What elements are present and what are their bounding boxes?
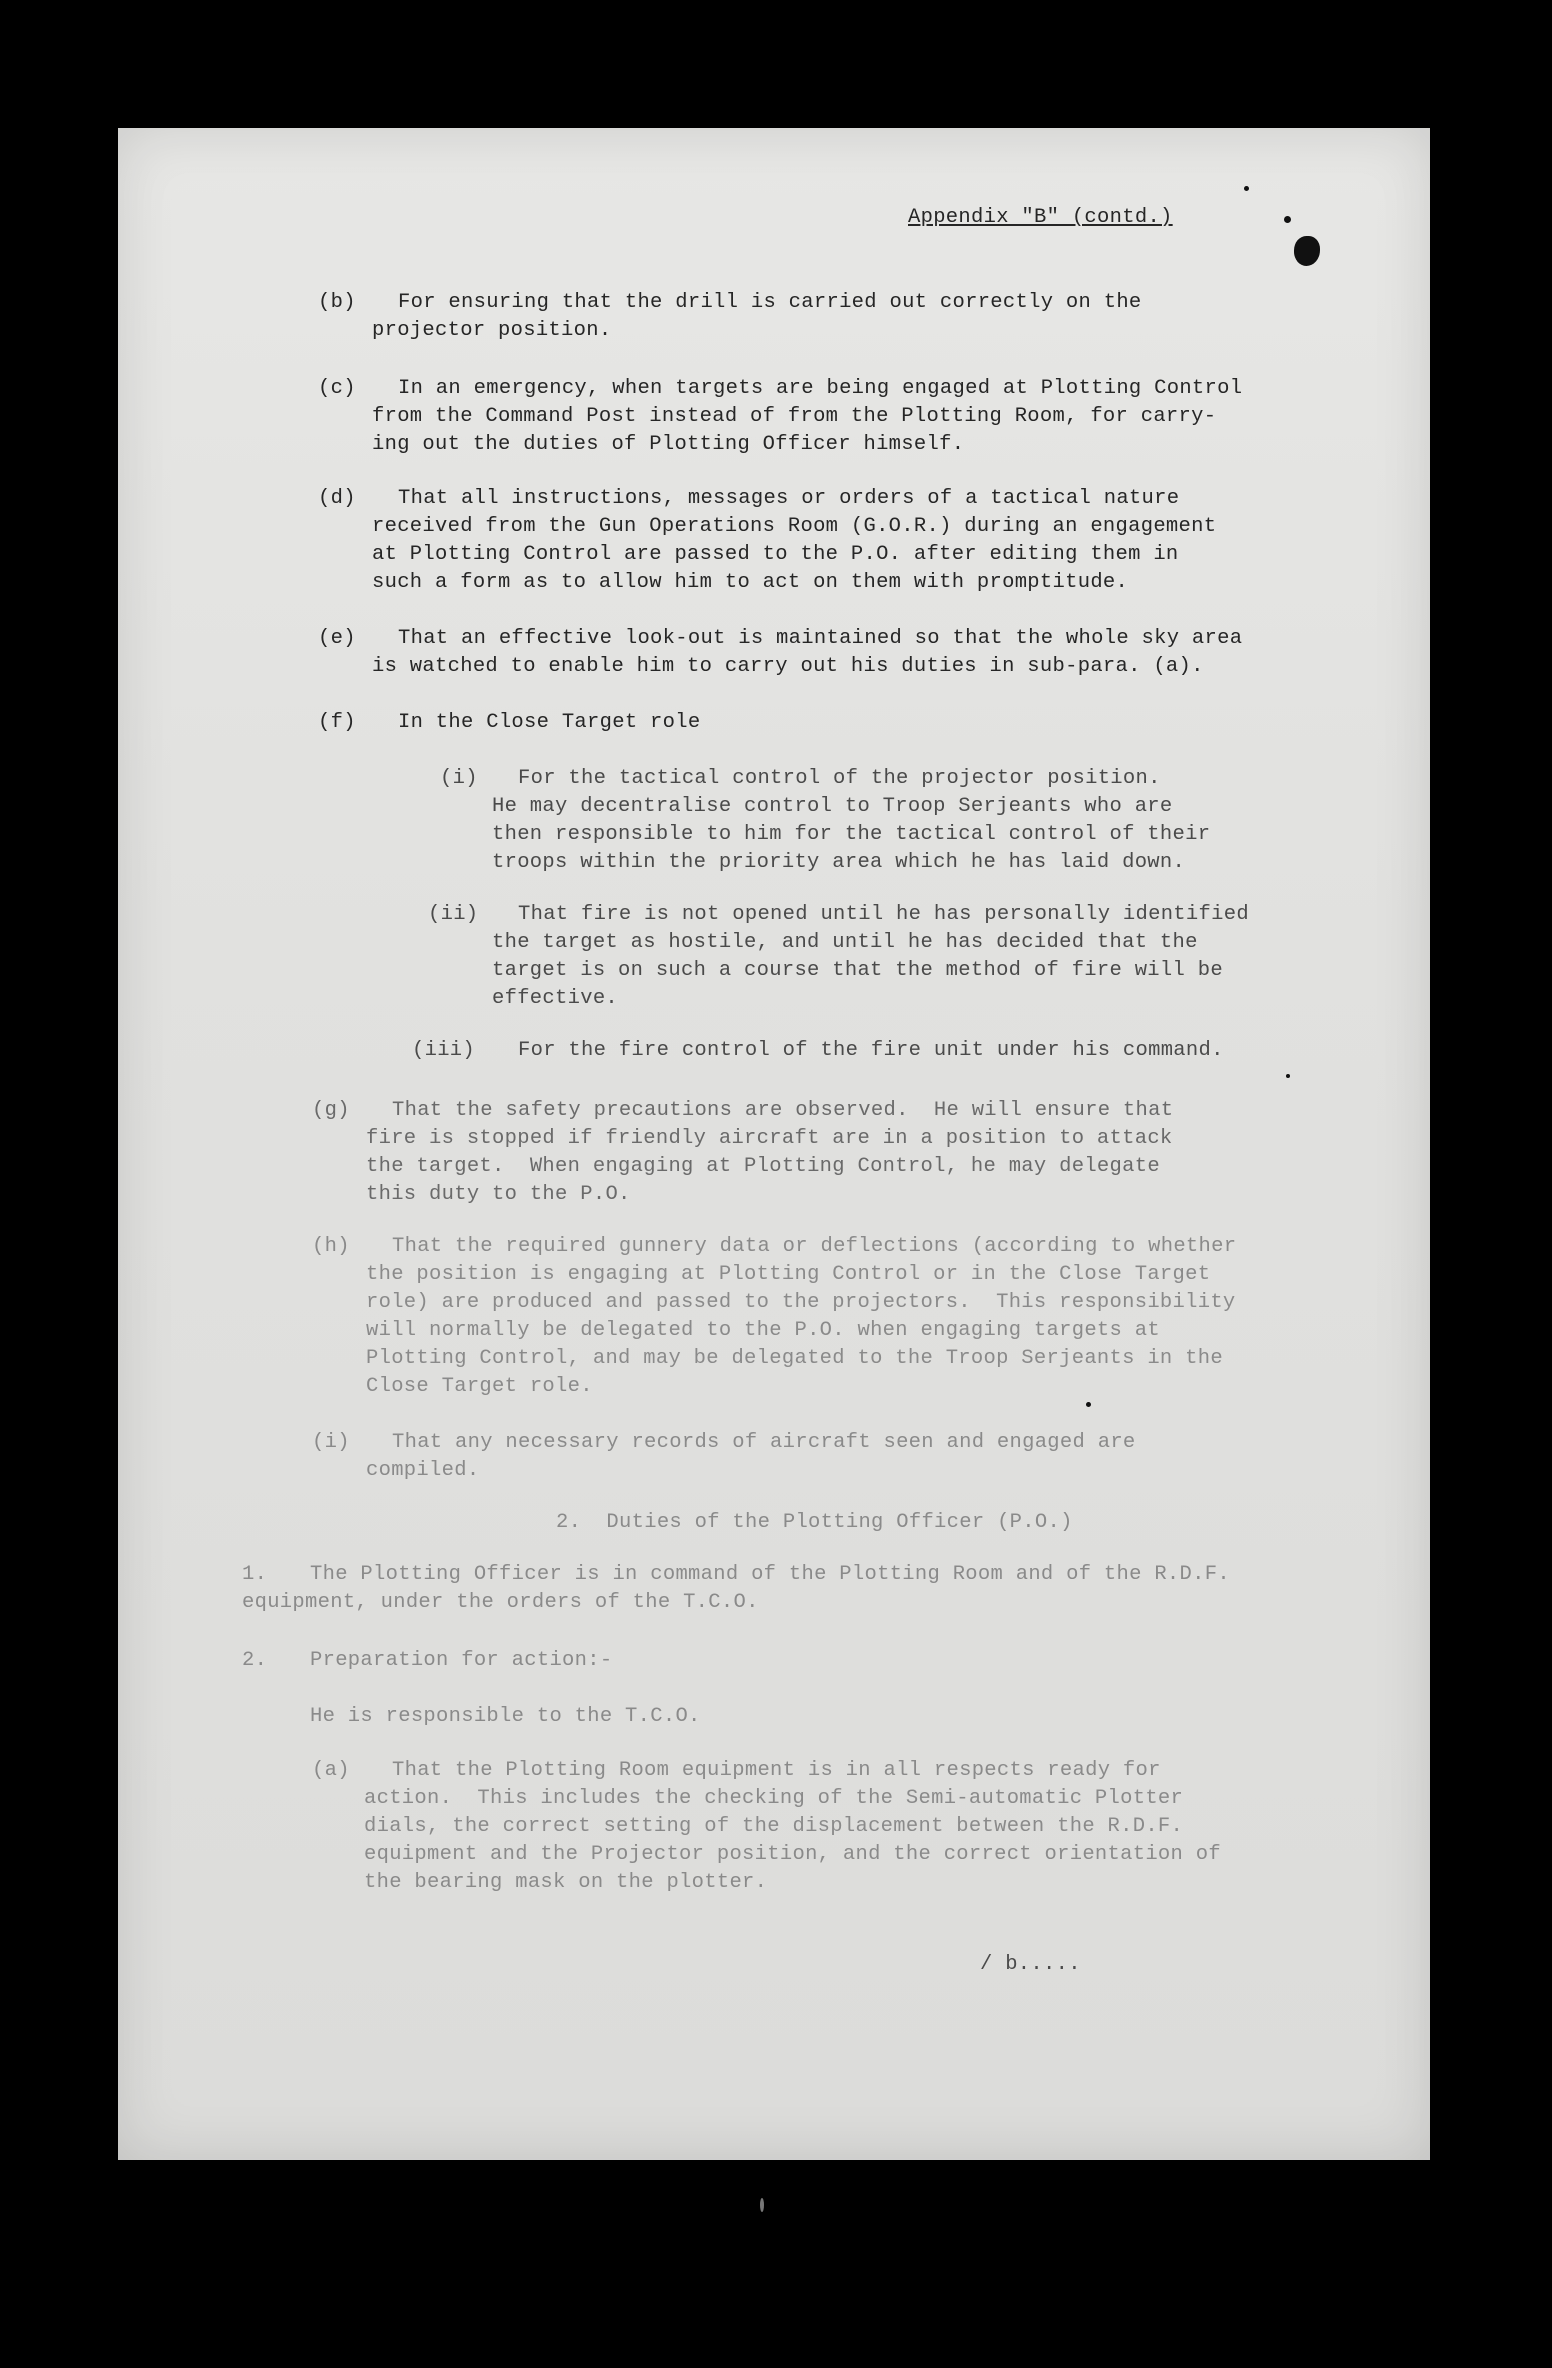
item-label: (f): [318, 711, 356, 734]
subitem-label: (ii): [428, 903, 479, 926]
item-label: (g): [312, 1099, 350, 1122]
item-label: (b): [318, 291, 356, 314]
item-d-line3: at Plotting Control are passed to the P.O. after editing them in: [372, 543, 1179, 566]
subitem-label: (i): [440, 767, 478, 790]
item-g-line3: the target. When engaging at Plotting Control, he may delegate: [366, 1155, 1160, 1178]
item-f-line1: In the Close Target role: [398, 711, 701, 734]
item-c-line2: from the Command Post instead of from the Plotting Room, for carry-: [372, 405, 1217, 428]
item-label: (a): [312, 1759, 350, 1782]
item-e-line2: is watched to enable him to carry out his duties in sub-para. (a).: [372, 655, 1204, 678]
ink-speck: [1086, 1402, 1091, 1407]
item-label: (c): [318, 377, 356, 400]
appendix-header: Appendix "B" (contd.): [908, 206, 1173, 229]
item-i-line1: That any necessary records of aircraft seen and engaged are: [392, 1431, 1136, 1454]
item-i-line2: compiled.: [366, 1459, 480, 1482]
subitem-i-line2: He may decentralise control to Troop Serjeants who are: [492, 795, 1173, 818]
para2-title: Preparation for action:-: [310, 1649, 613, 1672]
item-d-line1: That all instructions, messages or orders of a tactical nature: [398, 487, 1180, 510]
item-h-line5: Plotting Control, and may be delegated to the Troop Serjeants in the: [366, 1347, 1223, 1370]
ink-speck: [1284, 216, 1291, 223]
responsible-line: He is responsible to the T.C.O.: [310, 1705, 701, 1728]
para-number: 2.: [242, 1649, 268, 1672]
item-label: (h): [312, 1235, 350, 1258]
item-label: (e): [318, 627, 356, 650]
subitem-i-line1: For the tactical control of the projector position.: [518, 767, 1161, 790]
item-c-line3: ing out the duties of Plotting Officer himself.: [372, 433, 965, 456]
subitem-label: (iii): [412, 1039, 476, 1062]
item-d-line4: such a form as to allow him to act on them with promptitude.: [372, 571, 1129, 594]
para1-line2: equipment, under the orders of the T.C.O.: [242, 1591, 759, 1614]
item-b-line1: For ensuring that the drill is carried out correctly on the: [398, 291, 1142, 314]
item-c-line1: In an emergency, when targets are being engaged at Plotting Control: [398, 377, 1243, 400]
item-g-line4: this duty to the P.O.: [366, 1183, 631, 1206]
item-a-line4: equipment and the Projector position, and the correct orientation of: [364, 1843, 1221, 1866]
item-d-line2: received from the Gun Operations Room (G.O.R.) during an engagement: [372, 515, 1217, 538]
item-g-line2: fire is stopped if friendly aircraft are in a position to attack: [366, 1127, 1173, 1150]
continuation-marker: / b.....: [980, 1953, 1081, 1976]
item-label: (i): [312, 1431, 350, 1454]
subitem-iii-line1: For the fire control of the fire unit under his command.: [518, 1039, 1224, 1062]
item-a-line2: action. This includes the checking of the Semi-automatic Plotter: [364, 1787, 1184, 1810]
ink-speck: [1286, 1074, 1290, 1078]
subitem-ii-line4: effective.: [492, 987, 619, 1010]
item-h-line6: Close Target role.: [366, 1375, 593, 1398]
item-a-line5: the bearing mask on the plotter.: [364, 1871, 768, 1894]
subitem-ii-line1: That fire is not opened until he has personally identified: [518, 903, 1249, 926]
section-heading: 2. Duties of the Plotting Officer (P.O.): [556, 1511, 1073, 1534]
item-g-line1: That the safety precautions are observed. He will ensure that: [392, 1099, 1174, 1122]
item-h-line4: will normally be delegated to the P.O. when engaging targets at: [366, 1319, 1160, 1342]
subitem-i-line4: troops within the priority area which he has laid down.: [492, 851, 1186, 874]
para1-line1: The Plotting Officer is in command of the Plotting Room and of the R.D.F.: [310, 1563, 1230, 1586]
ink-speck: [1244, 186, 1249, 191]
item-b-line2: projector position.: [372, 319, 612, 342]
subitem-ii-line2: the target as hostile, and until he has decided that the: [492, 931, 1198, 954]
ink-speck: [760, 2198, 764, 2212]
subitem-ii-line3: target is on such a course that the method of fire will be: [492, 959, 1223, 982]
item-h-line3: role) are produced and passed to the projectors. This responsibility: [366, 1291, 1236, 1314]
item-a-line3: dials, the correct setting of the displacement between the R.D.F.: [364, 1815, 1184, 1838]
item-label: (d): [318, 487, 356, 510]
item-e-line1: That an effective look-out is maintained so that the whole sky area: [398, 627, 1243, 650]
subitem-i-line3: then responsible to him for the tactical control of their: [492, 823, 1211, 846]
item-h-line2: the position is engaging at Plotting Control or in the Close Target: [366, 1263, 1211, 1286]
para-number: 1.: [242, 1563, 268, 1586]
item-h-line1: That the required gunnery data or deflections (according to whether: [392, 1235, 1237, 1258]
item-a-line1: That the Plotting Room equipment is in all respects ready for: [392, 1759, 1161, 1782]
